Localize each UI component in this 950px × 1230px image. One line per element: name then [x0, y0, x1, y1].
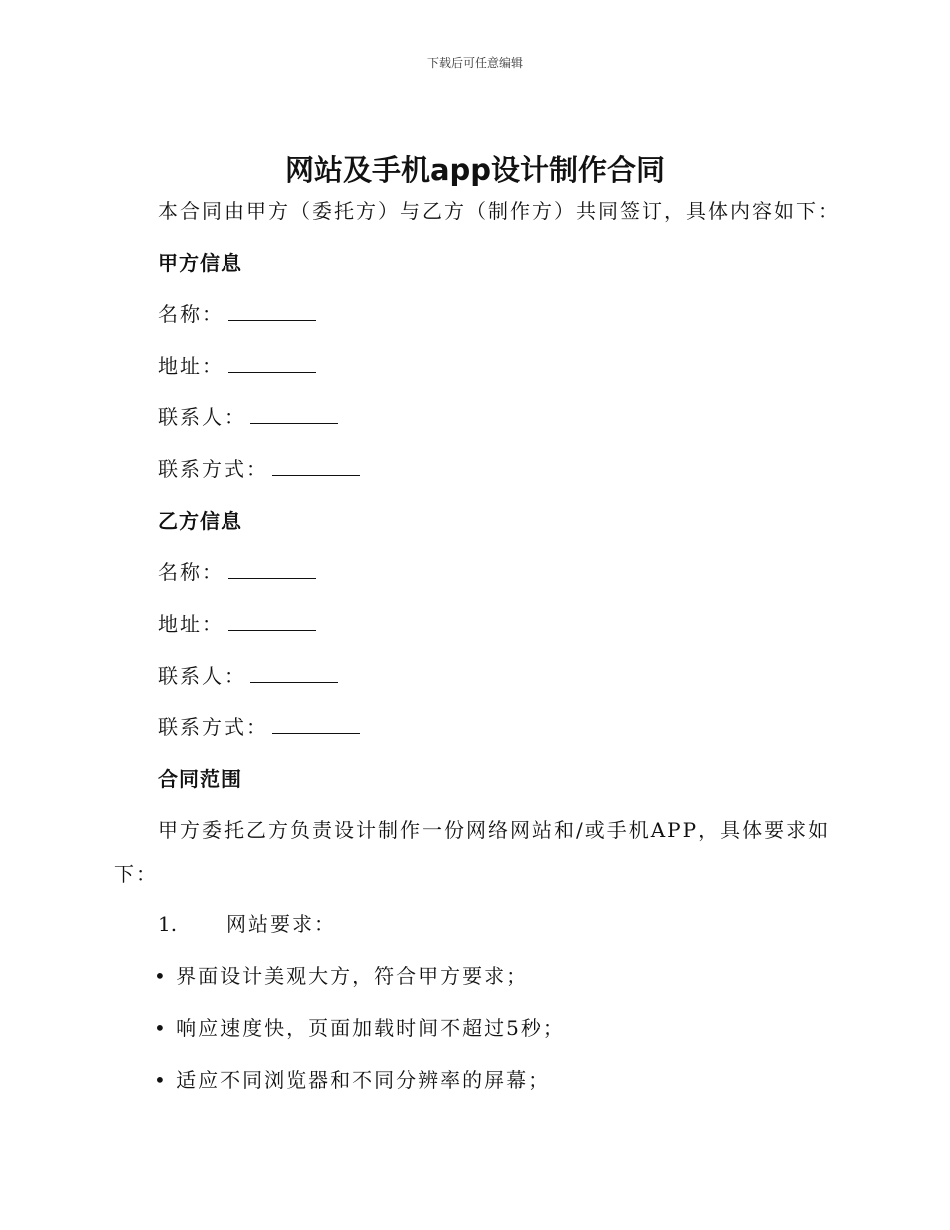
bullet-item: • 响应速度快，页面加载时间不超过5秒； — [154, 1016, 565, 1040]
party-a-contact-blank — [250, 403, 338, 424]
scope-heading: 合同范围 — [158, 767, 242, 791]
party-a-name-row — [158, 300, 316, 328]
party-b-method-row — [158, 713, 360, 741]
intro-text: 本合同由甲方（委托方）与乙方（制作方）共同签订，具体内容如下： — [158, 199, 840, 223]
party-b-address-label: 地址： — [158, 612, 224, 636]
party-a-contact-row — [158, 403, 338, 431]
party-b-name-row — [158, 558, 316, 586]
party-b-contact-blank — [250, 662, 338, 683]
party-b-address-row — [158, 610, 316, 638]
party-a-method-label: 联系方式： — [158, 457, 268, 481]
party-a-heading: 甲方信息 — [158, 251, 242, 275]
party-b-name-label: 名称： — [158, 560, 224, 584]
party-a-address-label: 地址： — [158, 354, 224, 378]
header-note: 下载后可任意编辑 — [426, 56, 523, 70]
document-title: 网站及手机app设计制作合同 — [284, 153, 666, 187]
party-b-contact-row — [158, 662, 338, 690]
party-a-method-row — [158, 455, 360, 483]
item-label: 网站要求： — [226, 912, 336, 936]
party-b-method-blank — [272, 713, 360, 734]
party-b-method-label: 联系方式： — [158, 715, 268, 739]
party-a-name-label: 名称： — [158, 302, 224, 326]
party-b-address-blank — [228, 610, 316, 631]
party-a-address-row — [158, 352, 316, 380]
bullet-item: • 适应不同浏览器和不同分辨率的屏幕； — [154, 1068, 551, 1092]
scope-paragraph: 甲方委托乙方负责设计制作一份网络网站和/或手机APP，具体要求如下： — [114, 818, 831, 886]
party-a-name-blank — [228, 300, 316, 321]
item-number: 1. — [158, 912, 178, 936]
party-a-contact-label: 联系人： — [158, 405, 246, 429]
party-b-name-blank — [228, 558, 316, 579]
party-a-method-blank — [272, 455, 360, 476]
bullet-item: • 界面设计美观大方，符合甲方要求； — [154, 964, 529, 988]
party-a-address-blank — [228, 352, 316, 373]
party-b-contact-label: 联系人： — [158, 664, 246, 688]
website-requirements-row — [158, 910, 336, 938]
party-b-heading: 乙方信息 — [158, 509, 242, 533]
